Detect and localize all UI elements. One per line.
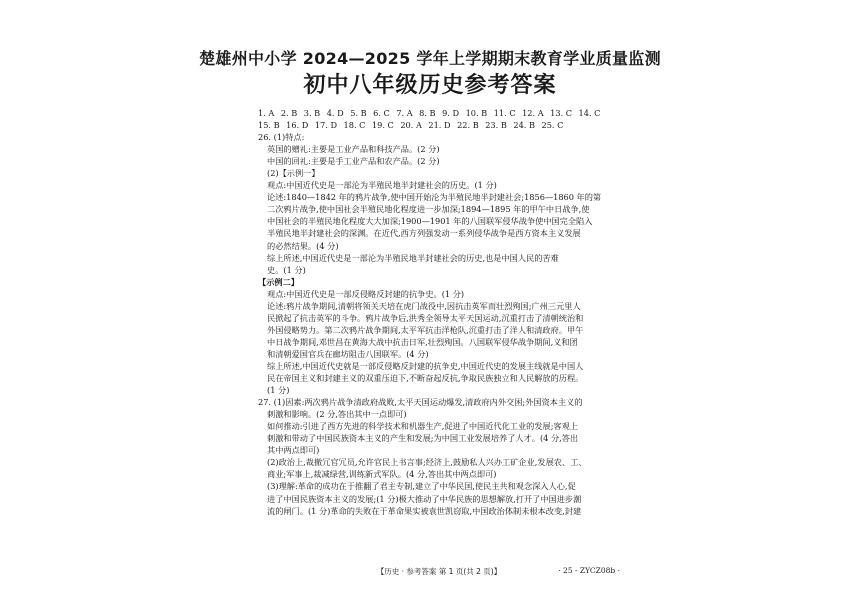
answer-line: 观点:中国近代史是一部反侵略反封建的抗争史。(1 分) [267,288,465,299]
choice-answer: 9. D [442,108,460,118]
choice-answer: 2. B [280,108,298,118]
answer-line: 刺激和影响。(2 分,答出其中一点即可) [267,409,407,420]
answer-line: 论述:1840—1842 年的鸦片战争,使中国开始沦为半殖民地半封建社会;1856—1860 年的第 [267,192,602,203]
choice-answer: 24. B [513,120,535,131]
choice-answers-row-2 [258,119,620,131]
answer-line: 其中两点即可) [267,445,320,456]
choice-answer: 8. B [419,108,436,118]
answer-line: (1 分) [267,385,290,396]
answer-line: (2)【示例一】 [267,168,320,179]
choice-answer: 15. B [258,120,280,131]
answer-line: 英国的赠礼:主要是工业产品和科技产品。(2 分) [267,144,440,155]
answer-key-title: 初中八年级历史参考答案 [303,73,557,98]
answer-line: 和清朝爱国官兵在廊坊阻击八国联军。(4 分) [267,348,429,359]
answer-line: 中日战争期间,邓世昌在黄海大战中抗击日军,壮烈殉国。八国联军侵华战争期间,义和团 [267,336,578,347]
answer-line: 观点:中国近代史是一部沦为半殖民地半封建社会的历史。(1 分) [267,180,497,191]
page-footer [258,566,620,578]
answer-line: 论述:鸦片战争期间,清朝将领关天培在虎门战役中,因抗击英军而壮烈殉国;广州三元里人 [267,300,581,311]
choice-answer: 22. B [457,120,479,131]
answer-line: (3)理解:革命的成功在于推翻了君主专制,建立了中华民国,使民主共和观念深入人心,促 [267,481,576,492]
answer-line: 民掀起了抗击英军的斗争。鸦片战争后,洪秀全领导太平天国运动,沉重打击了清朝统治和 [267,312,584,323]
footer-page-info: 【历史 · 参考答案 第 1 页(共 2 页)】 [376,567,502,576]
choice-answer: 17. D [314,120,338,131]
answer-line: 27. (1)因素:两次鸦片战争清政府战败,太平天国运动爆发,清政府内外交困;外国资本主义的 [258,397,583,408]
choice-answer: 14. C [578,108,601,118]
choice-answer: 5. B [350,108,367,118]
answer-lines [258,131,620,517]
choice-answer: 21. D [428,120,451,131]
answer-line: 流的闸门。(1 分)革命的失败在于革命果实被袁世凯窃取,中国政治体制未根本改变,封建 [267,505,582,516]
choice-answer: 16. D [286,120,309,131]
answer-line: 半殖民地半封建社会的深渊。在近代,西方列强发动一系列侵华战争是西方资本主义发展 [267,228,581,239]
answer-line: 的必然结果。(4 分) [267,240,339,251]
choice-answers-row-1 [258,107,620,119]
answer-body [258,107,620,517]
answer-line: 外国侵略势力。第二次鸦片战争期间,太平军抗击洋枪队,沉重打击了洋人和清政府。甲午 [267,324,584,335]
choice-answer: 1. A [258,108,275,118]
choice-answer: 19. C [371,120,394,131]
choice-answer: 7. A [396,108,413,118]
choice-answer: 20. A [400,120,422,131]
answer-line: 如何推动:引进了西方先进的科学技术和机器生产,促进了中国近代化工业的发展;客观上 [267,421,579,432]
choice-answer: 18. C [343,120,366,131]
answer-line: 中国社会的半殖民地化程度大大加深;1900—1901 年的八国联军侵华战争使中国完全陷入 [267,216,593,227]
example-heading: 【示例二】 [258,276,299,287]
choice-answer: 13. C [550,108,573,118]
choice-answer: 3. B [303,108,321,118]
choice-answer: 11. C [493,108,516,118]
answer-line: (2)政治上,裁撤冗官冗员,允许官民上书言事;经济上,鼓励私人兴办工矿企业,发展农、工、 [267,457,587,468]
exam-title: 楚雄州中小学 2024—2025 学年上学期期末教育学业质量监测 [199,49,661,68]
footer-code: · 25 - ZYCZ08b · [558,566,620,575]
choice-answer: 25. C [541,120,564,131]
answer-line: 刺激和带动了中国民族资本主义的产生和发展;为中国工业发展培养了人才。(4 分,答出 [267,433,579,444]
answer-line: 民在帝国主义和封建主义的双重压迫下,不断奋起反抗,争取民族独立和人民解放的历程。 [267,373,584,384]
answer-line: 中国的回礼:主要是手工业产品和农产品。(2 分) [267,156,440,167]
choice-answer: 12. A [522,108,544,118]
answer-line: 综上所述,中国近代史就是一部反侵略反封建的抗争史,中国近代史的发展主线就是中国人 [267,360,584,371]
choice-answer: 10. B [465,108,488,118]
answer-line: 商业;军事上,裁减绿营,训练新式军队。(4 分,答出其中两点即可) [267,469,497,480]
choice-answer: 4. D [326,108,344,118]
answer-line: 进了中国民族资本主义的发展;(1 分)极大推动了中华民族的思想解放,打开了中国进步潮 [267,493,582,504]
answer-line: 二次鸦片战争,使中国社会半殖民地化程度进一步加深;1894—1895 年的甲午中日战争,使 [267,204,590,215]
choice-answer: 6. C [373,108,390,118]
answer-line: 综上所述,中国近代史是一部沦为半殖民地半封建社会的历史,也是中国人民的苦难 [267,252,559,263]
choice-answer: 23. B [485,120,507,131]
answer-line: 26. (1)特点: [258,132,305,143]
answer-line: 史。(1 分) [267,264,306,275]
